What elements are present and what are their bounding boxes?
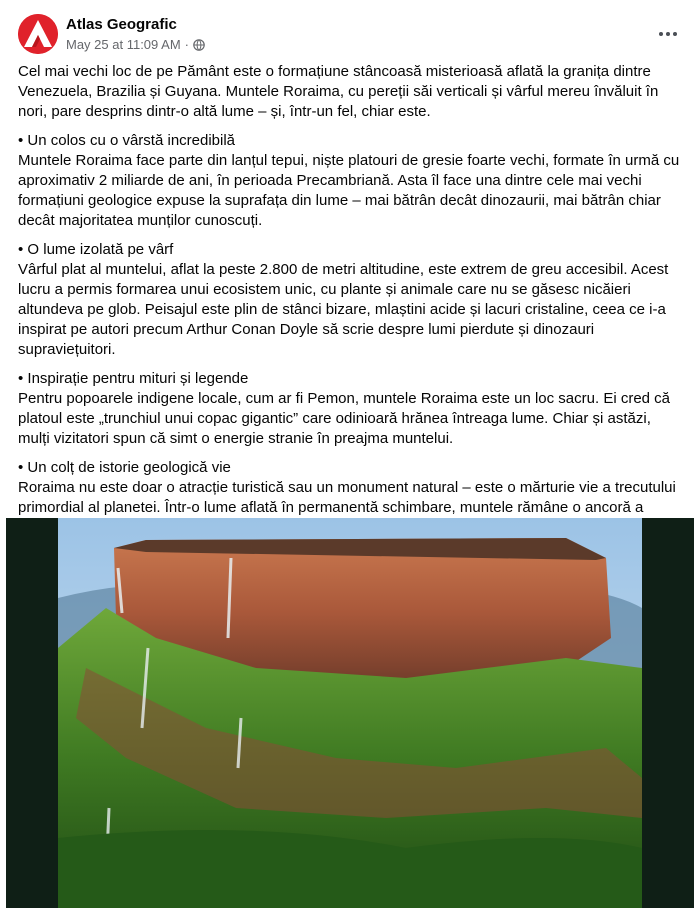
post-paragraph: • Un colos cu o vârstă incredibilă Muntele Roraima face parte din lanțul tepui, niște platouri de gresie foarte vechi, formate în urmă cu aproximativ 2 miliarde de ani, în perioada Precambriană. Asta îl face una dintre cele mai vechi formațiuni geologice expuse la suprafața din lume – mai bătrân decât dinozaurii, mai bătrân chiar decât majoritatea munților cunoscuți.: [18, 132, 680, 229]
post-paragraph: • Un colț de istorie geologică vie Roraima nu este doar o atracție turistică sau un monument natural – este o mărturie vie a trecutului primordial al planetei. Într-o lume aflată în permanentă schimbare, muntele rămâne o ancoră a: [18, 459, 676, 516]
post-paragraph: • Inspirație pentru mituri și legende Pentru popoarele indigene locale, cum ar fi Pemon, muntele Roraima este un loc sacru. Ei cred că platoul este „trunchiul unui copac gigantic” care odinioară hrănea întreaga lume. Chiar și astăzi, mulți vizitatori spun că simt o energie stranie în preajma muntelui.: [18, 370, 671, 447]
meta-separator: ·: [184, 37, 190, 52]
post-paragraph: • O lume izolată pe vârf Vârful plat al muntelui, aflat la peste 2.800 de metri altitudine, este extrem de greu accesibil. Acest lucru a permis formarea unui ecosistem unic, cu plante și animale care nu se găsesc nicăieri altundeva pe glob. Peisajul este plin de stânci bizare, mlaștini acide și lacuri cristaline, ceea ce i-a inspirat pe autori precum Arthur Conan Doyle să scrie despre lumi pierdute și dinozauri supraviețuitori.: [18, 241, 669, 358]
post-meta: [66, 37, 205, 52]
post-photo[interactable]: [6, 518, 694, 908]
page-avatar[interactable]: [18, 14, 58, 54]
post-paragraph: Cel mai vechi loc de pe Pământ este o formațiune stâncoasă misterioasă aflată la granița dintre Venezuela, Brazilia și Guyana. Muntele Roraima, cu pereții săi verticali și vârful mereu învăluit în nori, pare desprins dintr-o altă lume – și, într-un fel, chiar este.: [18, 63, 659, 120]
mount-roraima-image: [6, 518, 694, 908]
globe-icon[interactable]: [193, 39, 205, 51]
post-timestamp[interactable]: May 25 at 11:09 AM: [66, 37, 181, 52]
author-name[interactable]: Atlas Geografic: [66, 16, 177, 33]
post-text: [18, 62, 682, 547]
more-options-icon[interactable]: [654, 20, 682, 48]
post-header: [18, 14, 682, 58]
atlas-logo-icon: [18, 14, 58, 54]
